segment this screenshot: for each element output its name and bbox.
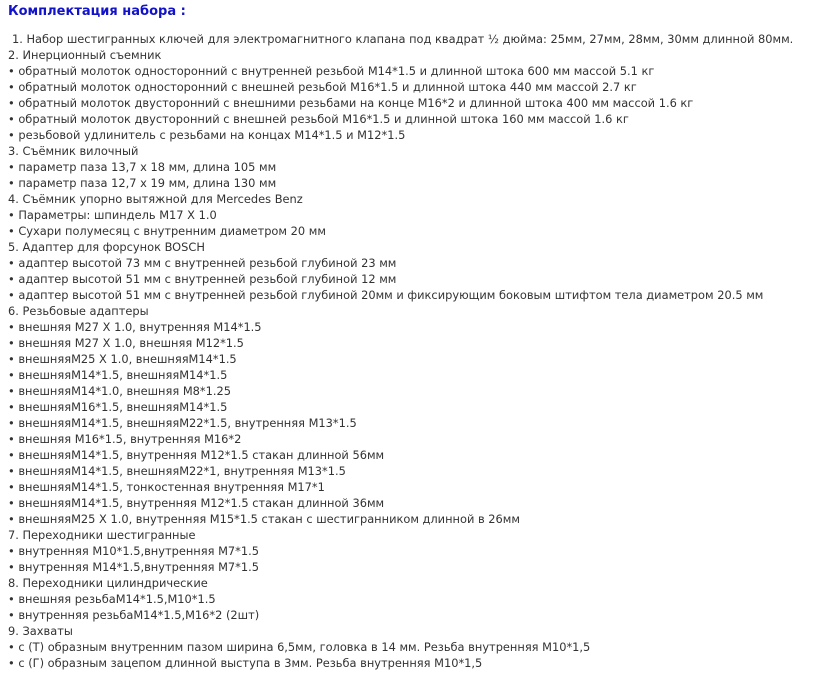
list-item: • внутренняя М14*1.5,внутренняя М7*1.5 [8, 560, 259, 574]
list-item: 5. Адаптер для форсунок BOSCH [8, 240, 205, 254]
list-item: • с (Г) образным зацепом длинной выступа в 3мм. Резьба внутренняя М10*1,5 [8, 656, 483, 670]
kit-contents-list [8, 31, 793, 671]
list-item: • внешняяМ14*1.5, тонкостенная внутренняя М17*1 [8, 480, 325, 494]
list-item: • параметр паза 12,7 х 19 мм, длина 130 мм [8, 176, 277, 190]
list-item: • внутренняя резьбаМ14*1.5,М16*2 (2шт) [8, 608, 260, 622]
list-item: • внешняя резьбаМ14*1.5,М10*1.5 [8, 592, 216, 606]
list-item: • обратный молоток двусторонний с внешними резьбами на конце М16*2 и длинной штока 400 мм массой 1.6 кг [8, 96, 694, 110]
list-item: • Сухари полумесяц с внутренним диаметром 20 мм [8, 224, 326, 238]
list-item: • внешняяМ14*1.5, внешняяМ22*1.5, внутренняя М13*1.5 [8, 416, 357, 430]
list-item: • внешняяМ14*1.5, внешняяМ14*1.5 [8, 368, 228, 382]
list-item: 9. Захваты [8, 624, 73, 638]
list-item: • Параметры: шпиндель М17 X 1.0 [8, 208, 217, 222]
list-item: 4. Съёмник упорно вытяжной для Mercedes Benz [8, 192, 303, 206]
list-item: • внешняя М27 X 1.0, внешняя М12*1.5 [8, 336, 244, 350]
list-item: • внешняяМ14*1.0, внешняя М8*1.25 [8, 384, 231, 398]
list-item: 8. Переходники цилиндрические [8, 576, 208, 590]
section-heading: Комплектация набора : [8, 4, 186, 19]
list-item: • резьбовой удлинитель с резьбами на концах М14*1.5 и М12*1.5 [8, 128, 406, 142]
list-item: 1. Набор шестигранных ключей для электромагнитного клапана под квадрат ½ дюйма: 25мм, 27мм, 28мм, 30мм длинной 80мм. [12, 32, 794, 46]
list-item: • внутренняя М10*1.5,внутренняя М7*1.5 [8, 544, 259, 558]
list-item: • внешняяМ14*1.5, внутренняя М12*1.5 стакан длинной 36мм [8, 496, 385, 510]
list-item: • параметр паза 13,7 х 18 мм, длина 105 мм [8, 160, 277, 174]
list-item: 3. Съёмник вилочный [8, 144, 139, 158]
list-item: • внешняяМ14*1.5, внешняяМ22*1, внутренняя М13*1.5 [8, 464, 346, 478]
list-item: • адаптер высотой 51 мм с внутренней резьбой глубиной 12 мм [8, 272, 397, 286]
list-item: • внешняя М16*1.5, внутренняя М16*2 [8, 432, 242, 446]
list-item: • внешняяМ25 X 1.0, внутренняя М15*1.5 стакан с шестигранником длинной в 26мм [8, 512, 520, 526]
list-item: • с (Т) образным внутренним пазом ширина 6,5мм, головка в 14 мм. Резьба внутренняя М10*1,5 [8, 640, 591, 654]
list-item: • внешняяМ14*1.5, внутренняя М12*1.5 стакан длинной 56мм [8, 448, 385, 462]
list-item: 2. Инерционный съемник [8, 48, 162, 62]
list-item: • внешняя М27 X 1.0, внутренняя М14*1.5 [8, 320, 262, 334]
list-item: 7. Переходники шестигранные [8, 528, 196, 542]
list-item: • обратный молоток двусторонний с внешней резьбой М16*1.5 и длинной штока 160 мм массой 1.6 кг [8, 112, 629, 126]
list-item: • обратный молоток односторонний с внутренней резьбой М14*1.5 и длинной штока 600 мм массой 5.1 кг [8, 64, 655, 78]
list-item: 6. Резьбовые адаптеры [8, 304, 149, 318]
list-item: • внешняяМ16*1.5, внешняяМ14*1.5 [8, 400, 228, 414]
list-item: • адаптер высотой 73 мм с внутренней резьбой глубиной 23 мм [8, 256, 397, 270]
list-item: • обратный молоток односторонний с внешней резьбой М16*1.5 и длинной штока 440 мм массой 2.7 кг [8, 80, 637, 94]
list-item: • адаптер высотой 51 мм с внутренней резьбой глубиной 20мм и фиксирующим боковым штифтом тела диаметром 20.5 мм [8, 288, 764, 302]
list-item: • внешняяМ25 X 1.0, внешняяМ14*1.5 [8, 352, 237, 366]
